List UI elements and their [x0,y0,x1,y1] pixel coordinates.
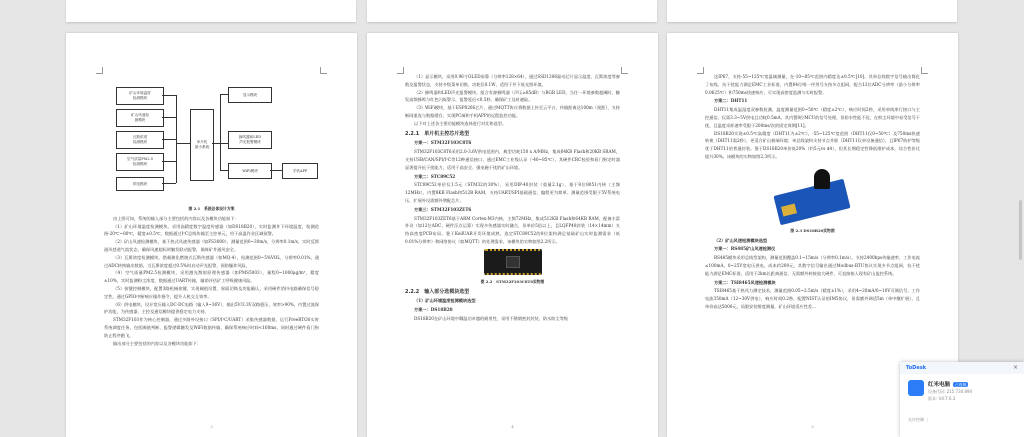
status-badge: 已连接 [955,382,967,387]
version-label: 版本: V4.7.6.3 [928,396,956,401]
paragraph: （2）矿山风速检测模块，基于热式风速传感器（如FS3000），测量范围0~30m/s，分辨率0.1m/s，实时反馈通风巷道气流状态，确保风速超标时触发联动报警，保障矿井通风安全。 [104,239,319,252]
diagram-connector [162,161,176,162]
diagram-block-display: 显示模块 [228,87,272,103]
paragraph: （4）空气质量PM2.5检测模块，采用激光散射原理传感器（如PMS5003），量程0~1000μg/m³，精度±10%，实时监测粉尘浓度，数据通过UART传输，辅助评估矿工呼吸健康风险。 [104,270,319,284]
ds18b20-sensor-image [768,165,858,225]
scheme-title: 方案一：RS485矿山风速检测仪 [714,246,776,252]
margin-corner-mark [697,67,704,74]
diagram-connector [162,95,176,96]
figure-caption: 图 2.2 STM32F103C8T6实物图 [480,278,545,284]
scheme-title: 方案二：TSI8465风速检测模块 [714,279,776,285]
subsection-title: （2）矿山风速检测模块选型 [714,237,768,243]
paragraph: 达IP67，支持-55~125℃宽温域测量，在-10~85℃范围内精度达±0.5℃[10]。其单总线数字信号输出简化了布线，抗干扰能力满足EMC工业标准，内置64位唯一序列号支持多点组网，配合12位ADC分辨率（最小分辨率0.0625℃）和750ms快速响应，可实现高密度监测与实时报警。 [705,74,920,95]
paragraph: （6）供电模块，设计宽压输入DC-DC电路（输入9~36V），输出5V/3.3V双路稳压，效率>90%，内置过流保护功能，为传感器、主控及通信模块提供稳定电力支持。 [104,301,319,315]
paragraph: STM32F103作为核心控制器，通过多路外设接口（SPI/I²C/UART）采集传感器数据，运行FreeRTOS实时系统调度任务，包括阈值判断、报警逻辑触发及WiFi数据传输，确保系统响应时间<100ms，同时通过硬件看门狗防止程序跑飞。 [104,317,319,338]
paragraph: （3）瓦斯浓度检测模块，搭载催化燃烧式瓦斯传感器（如MQ-4），检测范围0~5%VOL，分辨率0.01%，通过ADC转换输出数据，当瓦斯浓度超过0.5%时启动声光报警，预防爆炸风险。 [104,254,319,268]
device-code: 设备代码: 215 734 894 [928,389,973,394]
diagram-connector [220,94,221,170]
device-avatar-icon [908,380,924,396]
paragraph: 输出部分主要包括的内容以及各模块功能如下： [113,340,201,346]
margin-corner-mark [96,67,103,74]
todesk-connection-widget[interactable] [900,362,1024,437]
paragraph: TSI8465基于热风力测定技术，测量范围0.05~2.5m/s（精度±1%），采用4~20mA/0~10V可调信号，工作电流350mA（12~30V供电），响应时间0.2秒，配置NIST认证的IM5协议，但需额外调适5m（单中继扩展），且单价高达5000元，局限安装维度测量，矿山环境适应性差... [705,288,920,309]
paragraph: 以下对上述各主要功能模块选择进行对比和选型。 [414,120,507,126]
paragraph: （5）按键控制模块，配置3路机械按键，实现阈值设置、界面切换及功能确认，采用硬件消抖电路确保信号稳定性，通过GPIO中断响应操作指令，提升人机交互效率。 [104,285,319,299]
document-page-1 [66,33,357,437]
scheme-title: 方案一：DS18B20 [414,307,453,313]
diagram-block-wind: 矿山风速检 测模块 [116,109,164,127]
vertical-scrollbar[interactable] [1019,200,1022,260]
scheme-title: 方案三：STM32F103ZET6 [414,206,472,212]
diagram-connector [176,95,177,183]
paragraph: STM32F103ZET6基于ARM Cortex-M3内核，主频72MHz，集成512KB Flash和64KB RAM，配备丰富外设（如12位ADC、硬件浮点运算）实现多传感器实时融合，但单价5倍以上，且LQFP48封装（14×14mm）支持高密度PCB布局。鉴于KeilUAR开发环境成熟，选定STC89C52的8位架构满足基础矿山实时监测需求（低0.01%分辨率）和网络协议（如MQTT）的处理需求，该模块的实物如图2.2所示。 [405,215,620,244]
previous-page-strip-2 [367,0,657,22]
diagram-connector [270,170,282,171]
paragraph: STM32F103C8T6采用2.0-3.6V供电范围内，典型功耗150 x A/MHz，集成64KB Flash和20KB SRAM，支持USB/CAN/SPI/I²C等12种通信接口，通过EMC工业级认证（-40~85℃），其硬件CRC校验和看门狗定时器显著提升抗干扰能力，适用于高安全、强电磁干扰的矿山环境。 [405,149,620,170]
system-block-diagram [104,75,319,203]
paragraph: （3）WiFi模块，基于ESP8266芯片，通过MQTT协议将数据上传至云平台，传输距离达100m（视距），支持断网重连与数据缓存，实现PC端和手机APP的远程监控功能。 [405,105,620,118]
paragraph: DS18B20实现±0.5℃高精度（DHT11为±2℃），-55~125℃宽范围（DHT11仅0~50℃）及750ms快速转换（DHT11需2秒），更适合矿山极端环境；单总线架构支持节点并联（DHT11仅单设备通信），且IP67防护等级优于DHT11的普通封装。鉴于DS18B20单价低20%（约5元vs $4），但其长期稳定性降低维护成本，综合性价比提升30%。该模块的实物如图2.3所示。 [705,130,920,159]
previous-page-strip-1 [66,0,356,22]
diagram-connector [176,143,190,144]
subsection-title: （1）矿山环境温度检测模块选型 [414,298,476,304]
stm32-board-image [484,249,542,275]
diagram-connector [162,183,176,184]
paragraph: DS18B20在矿山环境中聊温功卓越的耐用性，采用不锈钢密封封装，防水防尘等级 [414,315,568,321]
scheme-title: 方案一：STM32F103C8T6 [414,140,472,146]
figure-caption: 图 2.3 DS18B20实物图 [790,227,835,233]
control-permission-label[interactable]: 允许控制 ⋮ [908,417,930,422]
paragraph: （1）显示模块，采用0.96寸OLED屏幕（分辨率128×64），通过SSD1306驱动芯片显示温度、瓦斯浓度等参数及报警状态，支持多级菜单切换，功耗仅0.1W，适用于井下低光照环境。 [405,74,620,87]
section-heading: 2.2.1 单片机主控芯片选型 [405,130,470,137]
margin-corner-mark [397,67,404,74]
diagram-block-power: 供电模块 [116,177,164,191]
diagram-block-wifi: WiFi模块 [228,163,272,179]
diagram-block-temp: 矿山环境温度 检测模块 [116,87,164,105]
diagram-block-phone: 手机APP [282,163,318,179]
margin-corner-mark [921,67,928,74]
diagram-connector [220,170,228,171]
close-icon[interactable]: × [1012,364,1018,371]
diagram-block-mcu: 单片机 最小系统 [190,109,214,181]
document-page-2 [367,33,658,437]
figure-caption: 图 2.1 系统总体设计方案 [188,206,235,211]
diagram-connector [220,94,228,95]
diagram-connector [162,117,176,118]
section-heading: 2.2.2 输入部分选模块选型 [405,288,470,295]
paragraph: DHT11集成温湿度双参数检测，温度测量范围0~50℃（精度±2℃），响应时间2秒，采用单线串行接口与主控通信。仅需3.3~5V供电且功耗0.5mA，其内置8位MCU的信号处理，但防水性能不佳，在粉尘环境中易受信号干扰，且温度采样速率受限于200ms/次的固定周期[11]。 [705,107,920,128]
previous-page-strip-3 [667,0,957,22]
diagram-connector [162,139,176,140]
page-number: 5 [811,424,814,430]
todesk-title: ToDesk [900,362,1024,374]
paragraph: RS485模块采用总线型架构，测量范围覆盖0.1~15m/s（分辨率0.1m/s），支持2400bps传输速率，工作电流≤100mA。0~25V宽电压供电，成本约200元，其数字信号输出通过Modbus-RTU协议实现多节点组网，抗干扰能力满足EMC标准，适用于2km长距离通信，无需额外转接放大硬件，可直接接入现有矿山监控系统。 [705,255,920,276]
diagram-block-gas: 瓦斯浓度 检测模块 [116,131,164,149]
device-name: 红米电脑 已连接 [928,382,967,388]
page-number: 3 [210,424,213,430]
paragraph: （1）矿山环境温度检测模块。采用高精度数字温度传感器（如DS18B20），实时监测井下环境温度，检测范围-20℃~80℃，精度±0.5℃，数据通过I²C总线传输至主控单元，用于高温作业区域预警。 [104,223,319,237]
page-number: 4 [511,424,514,430]
paragraph: STC89C52单价仅1.5元（STM32的30%），采用DIP-40封装（重量2.1g），基于8位8051内核（主频12MHz），内置8KB Flash和512B RAM，支持UART/SPI基础通信，编程更为简单。测量范围受限于5V系统电压，扩展外设需额外增配芯片。 [405,182,620,203]
scheme-title: 方案二：STC89C52 [414,173,456,179]
scheme-title: 方案二：DHT11 [714,98,748,104]
diagram-block-pm: 空气质量PM2.5 检测模块 [116,153,164,171]
margin-corner-mark [320,67,327,74]
paragraph: （2）蜂鸣器和LED声光报警模块，组合有源蜂鸣器（声压≥85dB）与RGB LED，当任一环境参数超阈时，触发高频蜂鸣与红色闪烁警示，报警延迟<0.5秒，确保矿工及时避险。 [405,89,620,103]
paragraph: 由上图可知，系统的输入部分主要包括的内容以及各模块功能如下： [113,215,239,221]
margin-corner-mark [621,67,628,74]
diagram-block-alarm: 蜂鸣器和LED 声光报警模块 [228,131,272,149]
